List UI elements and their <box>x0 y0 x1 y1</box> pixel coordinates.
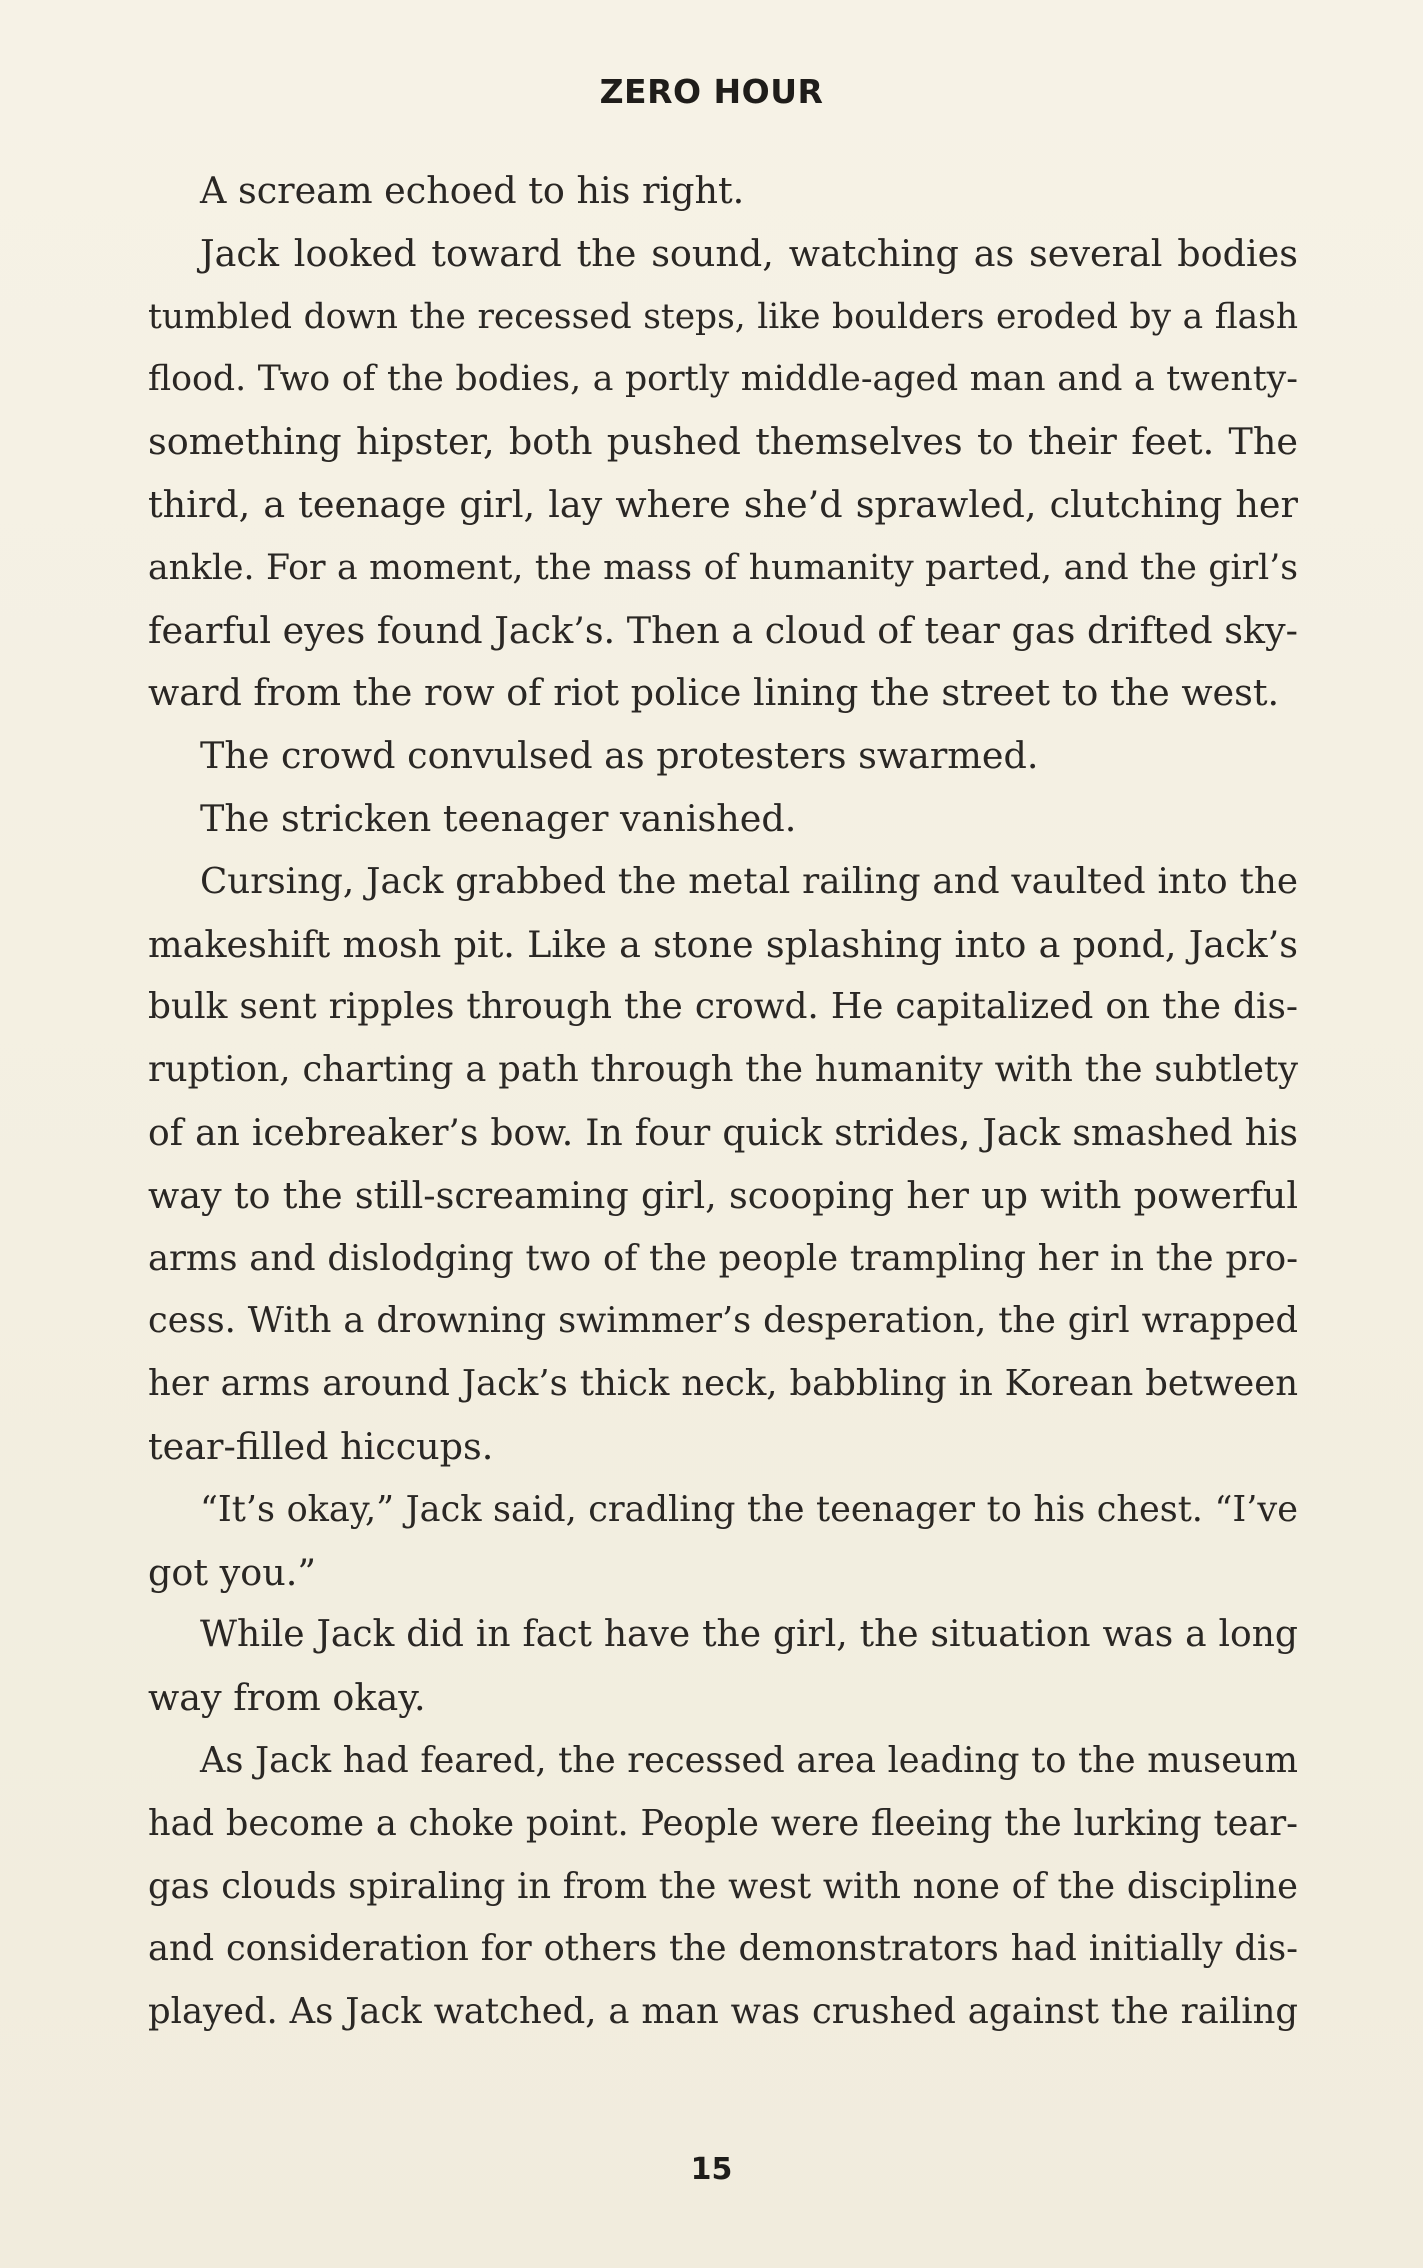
text-line: and consideration for others the demonstrators had initially dis- <box>148 1928 1298 1970</box>
text-line: Cursing, Jack grabbed the metal railing and vaulted into the <box>200 860 1298 902</box>
text-line: While Jack did in fact have the girl, the situation was a long <box>200 1614 1298 1656</box>
text-line: As Jack had feared, the recessed area leading to the museum <box>200 1739 1298 1781</box>
text-line: flood. Two of the bodies, a portly middle-aged man and a twenty- <box>148 359 1298 400</box>
text-line: ruption, charting a path through the humanity with the subtlety <box>148 1049 1298 1091</box>
text-line: got you.” <box>148 1550 316 1594</box>
text-line: third, a teenage girl, lay where she’d sprawled, clutching her <box>148 482 1298 526</box>
text-line: The stricken teenager vanished. <box>200 796 797 840</box>
text-line: Jack looked toward the sound, watching as several bodies <box>200 231 1298 275</box>
text-line: A scream echoed to his right. <box>200 169 745 212</box>
running-head: ZERO HOUR <box>599 72 824 111</box>
text-line: makeshift mosh pit. Like a stone splashing into a pond, Jack’s <box>148 922 1298 966</box>
text-line: something hipster, both pushed themselves to their feet. The <box>148 420 1298 464</box>
text-line: her arms around Jack’s thick neck, babbling in Korean between <box>148 1363 1298 1405</box>
text-line: arms and dislodging two of the people trampling her in the pro- <box>148 1237 1298 1279</box>
page-number: 15 <box>690 2152 733 2187</box>
text-line: bulk sent ripples through the crowd. He capitalized on the dis- <box>148 986 1298 1028</box>
text-line: ankle. For a moment, the mass of humanity parted, and the girl’s <box>148 547 1298 588</box>
text-line: The crowd convulsed as protesters swarmed. <box>200 734 1039 778</box>
text-line: cess. With a drowning swimmer’s desperation, the girl wrapped <box>148 1300 1298 1342</box>
text-line: way to the still-screaming girl, scooping her up with powerful <box>148 1173 1298 1217</box>
text-line: fearful eyes found Jack’s. Then a cloud of tear gas drifted sky- <box>148 608 1298 652</box>
text-line: “It’s okay,” Jack said, cradling the teenager to his chest. “I’ve <box>200 1488 1298 1530</box>
text-line: gas clouds spiraling in from the west with none of the discipline <box>148 1865 1298 1907</box>
text-line: had become a choke point. People were fleeing the lurking tear- <box>148 1802 1298 1844</box>
text-line: way from okay. <box>148 1676 426 1720</box>
text-line: tumbled down the recessed steps, like boulders eroded by a flash <box>148 296 1298 337</box>
body-text <box>148 160 1298 2044</box>
text-line: played. As Jack watched, a man was crushed against the railing <box>148 1991 1298 2033</box>
text-line: of an icebreaker’s bow. In four quick strides, Jack smashed his <box>148 1111 1298 1154</box>
text-line: ward from the row of riot police lining the street to the west. <box>148 671 1280 715</box>
text-line: tear-filled hiccups. <box>148 1424 494 1468</box>
